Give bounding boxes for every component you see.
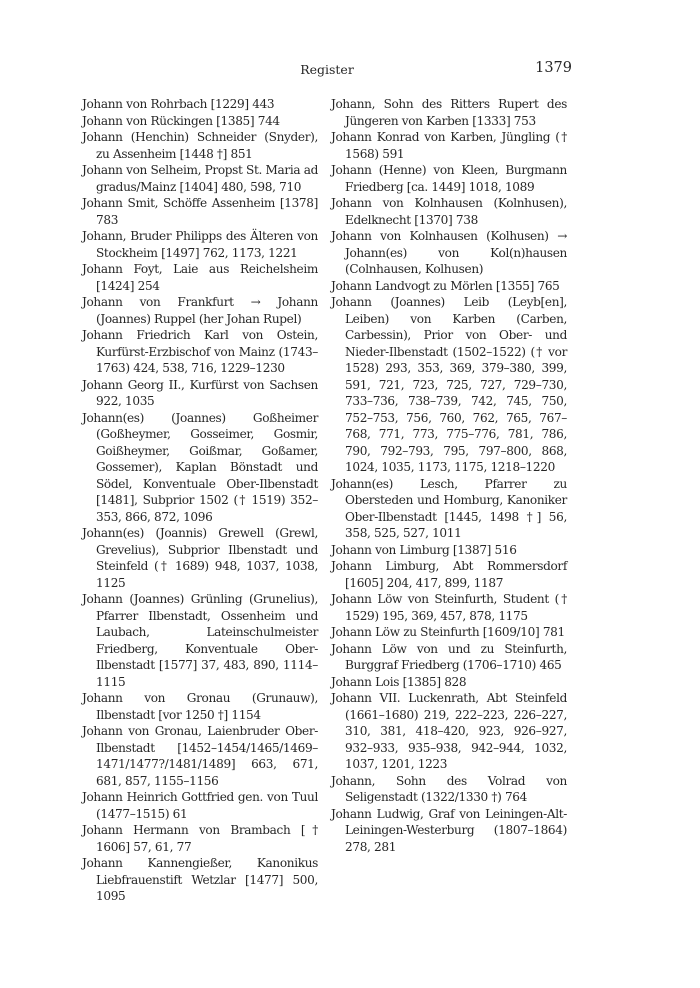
index-entry: Johann Heinrich Gottfried gen. von Tuul (1477–1515) 61 bbox=[82, 790, 318, 821]
index-entry: Johann von Rohrbach [1229] 443 bbox=[82, 97, 275, 111]
index-entry: Johann Ludwig, Graf von Leiningen-Alt-Leiningen-Westerburg (1807–1864) 278, 281 bbox=[331, 806, 567, 854]
index-column-left bbox=[82, 96, 318, 905]
index-entry: Johann von Gronau, Laienbruder Ober-Ilbenstadt [1452–1454/1465/1469–1471/1477?/1481/1489] 663, 671, 681, 857, 1155–1156 bbox=[82, 724, 318, 788]
page-header bbox=[82, 62, 572, 82]
index-entry: Johann(es) (Joannes) Goßheimer (Goßheymer, Gosseimer, Gosmir, Goißheymer, Goißmar, Goßamer, Gossemer), Kaplan Bönstadt und Södel, Konventuale Ober-Ilbenstadt [1481], Subprior 1502 († 1519) 352–353, 866, 872, 1096 bbox=[82, 410, 318, 524]
index-entry: Johann Friedrich Karl von Ostein, Kurfürst-Erzbischof von Mainz (1743–1763) 424, 538, 716, 1229–1230 bbox=[82, 328, 318, 375]
index-entry: Johann von Gronau (Grunauw), Ilbenstadt [vor 1250 †] 1154 bbox=[82, 691, 318, 722]
index-entry: Johann VII. Luckenrath, Abt Steinfeld (1661–1680) 219, 222–223, 226–227, 310, 381, 418–420, 923, 926–927, 932–933, 935–938, 942–944, 1032, 1037, 1201, 1223 bbox=[331, 691, 567, 771]
index-entry: Johann Hermann von Brambach [† 1606] 57, 61, 77 bbox=[82, 823, 318, 854]
index-entry: Johann(es) (Joannis) Grewell (Grewl, Grevelius), Subprior Ilbenstadt und Steinfeld († 1689) 948, 1037, 1038, 1125 bbox=[82, 526, 318, 590]
index-entry: Johann(es) Lesch, Pfarrer zu Obersteden und Homburg, Kanoniker Ober-Ilbenstadt [1445, 1498 †] 56, 358, 525, 527, 1011 bbox=[331, 476, 567, 540]
index-entry: Johann Lois [1385] 828 bbox=[331, 674, 467, 689]
page-number: 1379 bbox=[535, 60, 572, 76]
index-entry: Johann Kannengießer, Kanonikus Liebfrauenstift Wetzlar [1477] 500, 1095 bbox=[82, 856, 318, 903]
index-entry: Johann, Bruder Philipps des Älteren von Stockheim [1497] 762, 1173, 1221 bbox=[82, 229, 318, 260]
index-entry: Johann Löw von und zu Steinfurth, Burggraf Friedberg (1706–1710) 465 bbox=[331, 641, 567, 672]
index-entry: Johann Konrad von Karben, Jüngling († 1568) 591 bbox=[331, 130, 567, 161]
index-entry: Johann von Limburg [1387] 516 bbox=[331, 542, 517, 557]
index-entry: Johann (Henchin) Schneider (Snyder), zu Assenheim [1448 †] 851 bbox=[82, 130, 318, 161]
index-entry: Johann Georg II., Kurfürst von Sachsen 922, 1035 bbox=[82, 377, 318, 408]
index-entry: Johann von Kolnhausen (Kolhusen) → Johann(es) von Kol(n)hausen (Colnhausen, Kolhusen) bbox=[331, 229, 567, 276]
index-entry: Johann, Sohn des Volrad von Seligenstadt (1322/1330 †) 764 bbox=[331, 773, 567, 804]
index-entry: Johann von Kolnhausen (Kolnhusen), Edelknecht [1370] 738 bbox=[331, 196, 567, 227]
index-column-right bbox=[331, 96, 567, 855]
index-entry: Johann Foyt, Laie aus Reichelsheim [1424] 254 bbox=[82, 262, 318, 293]
index-entry: Johann von Frankfurt → Johann (Joannes) Ruppel (her Johan Rupel) bbox=[82, 295, 318, 326]
index-entry: Johann, Sohn des Ritters Rupert des Jüngeren von Karben [1333] 753 bbox=[331, 97, 567, 128]
index-entry: Johann Löw zu Steinfurth [1609/10] 781 bbox=[331, 625, 565, 639]
index-entry: Johann von Selheim, Propst St. Maria ad gradus/Mainz [1404] 480, 598, 710 bbox=[82, 163, 318, 194]
index-entry: Johann (Joannes) Grünling (Grunelius), Pfarrer Ilbenstadt, Ossenheim und Laubach, Lateinschulmeister Friedberg, Konventuale Ober-Ilbenstadt [1577] 37, 483, 890, 1114–1115 bbox=[82, 592, 318, 689]
index-entry: Johann von Rückingen [1385] 744 bbox=[82, 113, 280, 128]
index-entry: Johann Landvogt zu Mörlen [1355] 765 bbox=[331, 278, 560, 293]
index-entry: Johann Limburg, Abt Rommersdorf [1605] 204, 417, 899, 1187 bbox=[331, 559, 567, 590]
index-entry: Johann Löw von Steinfurth, Student († 1529) 195, 369, 457, 878, 1175 bbox=[331, 592, 567, 623]
index-entry: Johann Smit, Schöffe Assenheim [1378] 783 bbox=[82, 196, 318, 227]
running-head: Register bbox=[300, 62, 354, 77]
index-entry: Johann (Henne) von Kleen, Burgmann Friedberg [ca. 1449] 1018, 1089 bbox=[331, 163, 567, 194]
index-entry: Johann (Joannes) Leib (Leyb[en], Leiben) von Karben (Carben, Carbessin), Prior von Ober- und Nieder-Ilbenstadt (1502–1522) († vor 1528) 293, 353, 369, 379–380, 399, 591, 721, 723, 725, 727, 729–730, 733–736, 738–739, 742, 745, 750, 752–753, 756, 760, 762, 765, 767–768, 771, 773, 775–776, 781, 786, 790, 792–793, 795, 797–800, 868, 1024, 1035, 1173, 1175, 1218–1220 bbox=[331, 295, 567, 474]
